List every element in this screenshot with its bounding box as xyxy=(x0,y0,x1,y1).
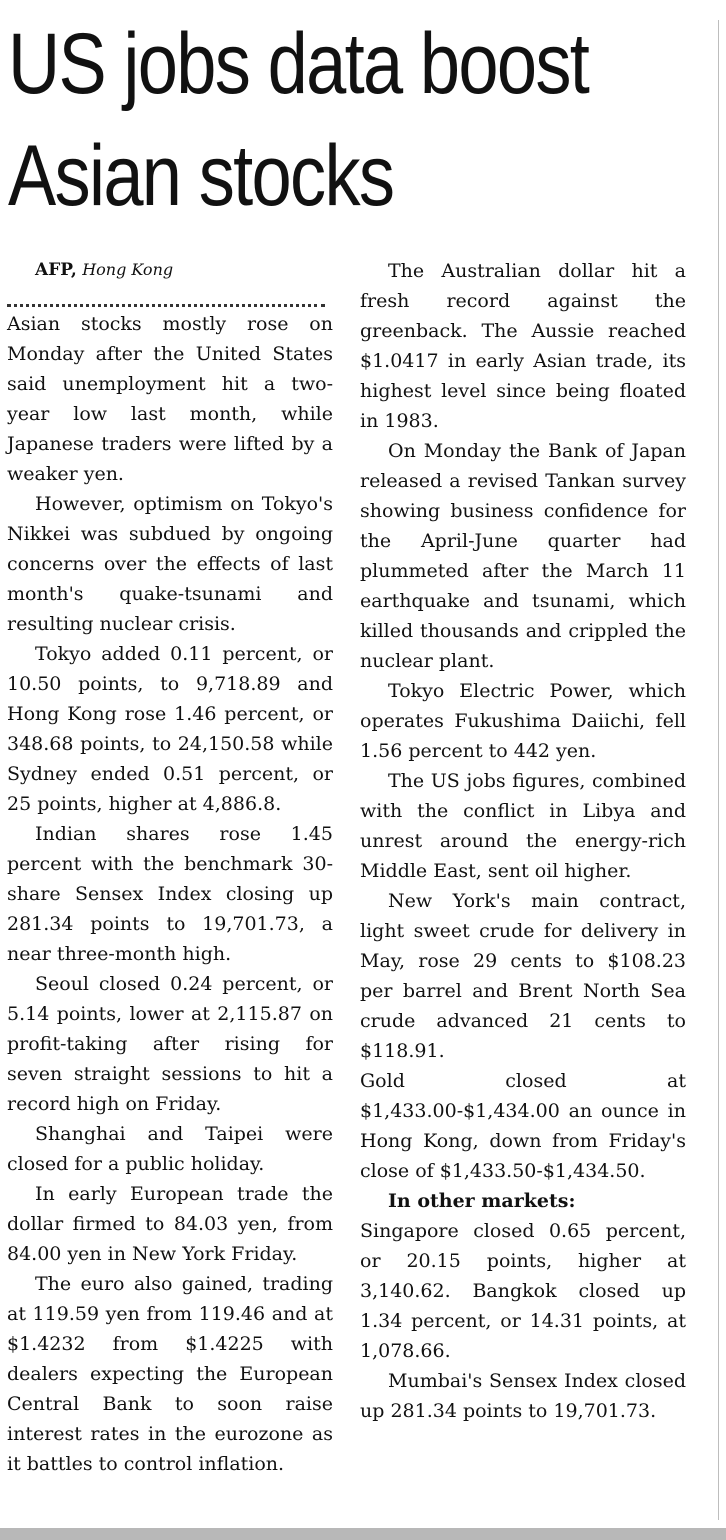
headline-line-2: Asian stocks xyxy=(8,128,394,224)
paragraph: Asian stocks mostly rose on Monday after the United States said unemployment hit a two-year low last month, while Japanese traders were lifted by a weaker yen. xyxy=(7,313,333,485)
paragraph: However, optimism on Tokyo's Nikkei was subdued by ongoing concerns over the effects of last month's quake-tsunami and resulting nuclear crisis. xyxy=(7,493,333,635)
bottom-bar xyxy=(0,1528,726,1540)
paragraph: Seoul closed 0.24 percent, or 5.14 points, lower at 2,115.87 on profit-taking after rising for seven straight sessions to hit a record high on Friday. xyxy=(7,973,333,1115)
headline xyxy=(8,8,596,232)
column-rule xyxy=(718,20,719,1520)
paragraph-mumbai: Mumbai's Sensex Index closed up 281.34 points to 19,701.73. xyxy=(360,1370,686,1422)
article-column-2 xyxy=(360,256,686,1426)
paragraph-gold: Gold closed at $1,433.00-$1,434.00 an ounce in Hong Kong, down from Friday's close of $1,433.50-$1,434.50. xyxy=(360,1070,686,1182)
paragraph: New York's main contract, light sweet crude for delivery in May, rose 29 cents to $108.23 per barrel and Brent North Sea crude advanced 21 cents to $118.91. xyxy=(360,890,686,1062)
paragraph: Tokyo added 0.11 percent, or 10.50 points, to 9,718.89 and Hong Kong rose 1.46 percent, or 348.68 points, to 24,150.58 while Sydney ended 0.51 percent, or 25 points, higher at 4,886.8. xyxy=(7,643,333,815)
paragraph: The Australian dollar hit a fresh record against the greenback. The Aussie reached $1.0417 in early Asian trade, its highest level since being floated in 1983. xyxy=(360,260,686,432)
byline-place: Hong Kong xyxy=(82,260,174,279)
article-column-1 xyxy=(7,256,333,1479)
byline-agency: AFP, xyxy=(35,260,77,280)
paragraph: The US jobs figures, combined with the conflict in Libya and unrest around the energy-rich Middle East, sent oil higher. xyxy=(360,770,686,882)
paragraph: The euro also gained, trading at 119.59 yen from 119.46 and at $1.4232 from $1.4225 with dealers expecting the European Central Bank to soon raise interest rates in the eurozone as it battles to control inflation. xyxy=(7,1273,333,1475)
paragraph-singapore: Singapore closed 0.65 percent, or 20.15 points, higher at 3,140.62. Bangkok closed up 1.34 percent, or 14.31 points, at 1,078.66. xyxy=(360,1220,686,1362)
headline-line-1: US jobs data boost xyxy=(8,16,589,112)
dotted-divider xyxy=(7,290,325,307)
paragraph: In early European trade the dollar firmed to 84.03 yen, from 84.00 yen in New York Friday. xyxy=(7,1183,333,1265)
byline xyxy=(7,256,333,284)
paragraph: Indian shares rose 1.45 percent with the benchmark 30-share Sensex Index closing up 281.34 points to 19,701.73, a near three-month high. xyxy=(7,823,333,965)
paragraph: Tokyo Electric Power, which operates Fukushima Daiichi, fell 1.56 percent to 442 yen. xyxy=(360,680,686,762)
paragraph: Shanghai and Taipei were closed for a public holiday. xyxy=(7,1123,333,1175)
paragraph: On Monday the Bank of Japan released a revised Tankan survey showing business confidence for the April-June quarter had plummeted after the March 11 earthquake and tsunami, which killed thousands and crippled the nuclear plant. xyxy=(360,440,686,672)
subhead-other-markets: In other markets: xyxy=(388,1190,576,1212)
